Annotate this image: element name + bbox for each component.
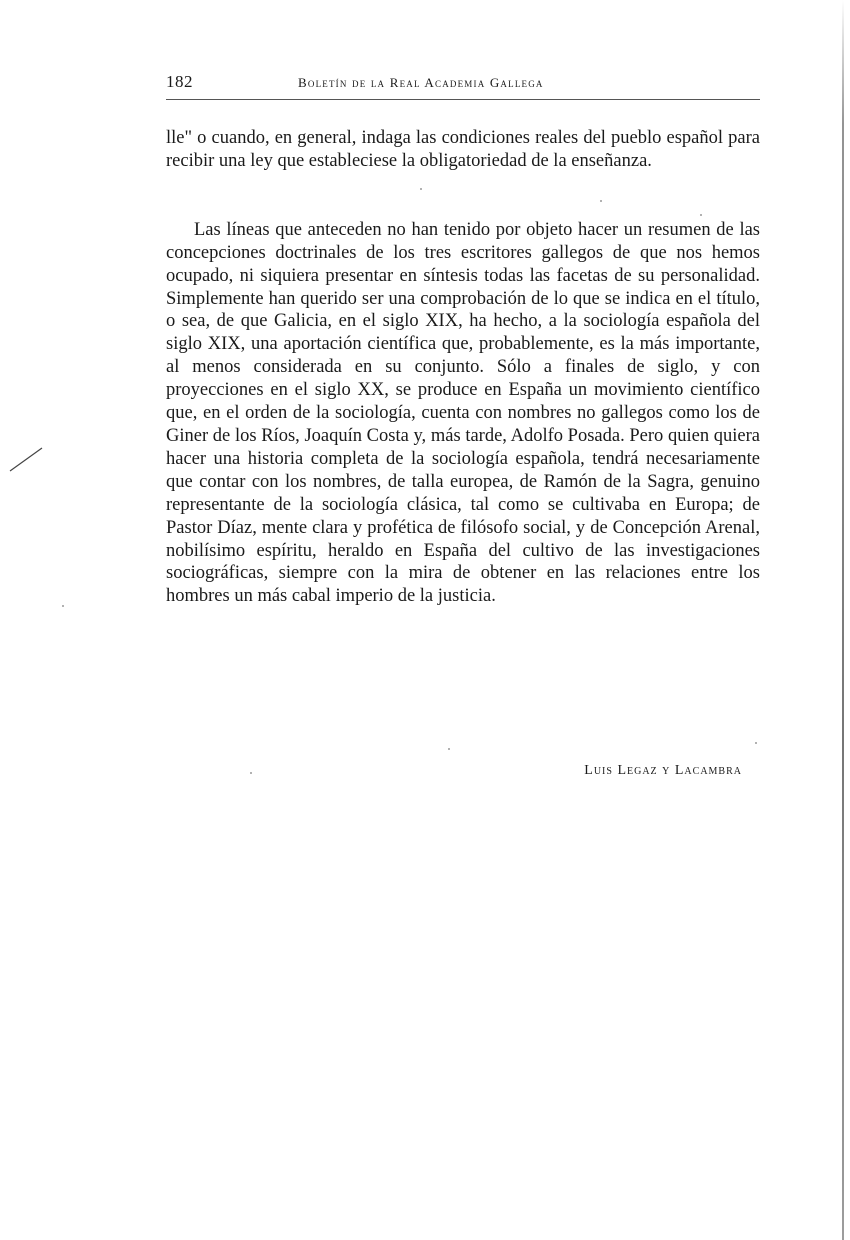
paragraph-continuation: lle" o cuando, en general, indaga las condiciones reales del pueblo español para recibir una ley que estableciese la obligatoriedad de la enseñanza. bbox=[166, 128, 760, 171]
scan-speck bbox=[448, 748, 450, 750]
author-signature: Luis Legaz y Lacambra bbox=[584, 763, 742, 778]
page-edge-shadow bbox=[842, 0, 844, 1240]
scan-speck bbox=[600, 200, 602, 202]
running-title: Boletín de la Real Academia Gallega bbox=[298, 75, 544, 90]
page-number: 182 bbox=[166, 72, 193, 91]
scan-speck bbox=[62, 605, 64, 607]
scan-speck bbox=[250, 772, 252, 774]
article-body bbox=[166, 127, 760, 608]
scan-speck bbox=[420, 188, 422, 190]
header-rule bbox=[166, 99, 760, 100]
margin-pencil-mark bbox=[8, 445, 44, 473]
page-header bbox=[166, 70, 760, 98]
scan-speck bbox=[700, 214, 702, 216]
scan-speck bbox=[755, 742, 757, 744]
paragraph-conclusion: Las líneas que anteceden no han tenido por objeto hacer un resumen de las concepciones doctrinales de los tres escritores gallegos de que nos hemos ocupado, ni siquiera presentar en síntesis todas las facetas de su personalidad. Simplemente han querido ser una comprobación de lo que se indica en el título, o sea, de que Galicia, en el siglo XIX, ha hecho, a la sociología española del siglo XIX, una aportación científica que, probablemente, es la más importante, al menos considerada en su conjunto. Sólo a finales de siglo, y con proyecciones en el siglo XX, se produce en España un movimiento científico que, en el orden de la sociología, cuenta con nombres no gallegos como los de Giner de los Ríos, Joaquín Costa y, más tarde, Adolfo Posada. Pero quien quiera hacer una historia completa de la sociología española, tendrá necesariamente que contar con los nombres, de talla europea, de Ramón de la Sagra, genuino representante de la sociología clásica, tal como se cultivaba en Europa; de Pastor Díaz, mente clara y profética de filósofo social, y de Concepción Arenal, nobilísimo espíritu, heraldo en España del cultivo de las investigaciones sociográficas, siempre con la mira de obtener en las relaciones entre los hombres un más cabal imperio de la justicia. bbox=[166, 219, 760, 607]
